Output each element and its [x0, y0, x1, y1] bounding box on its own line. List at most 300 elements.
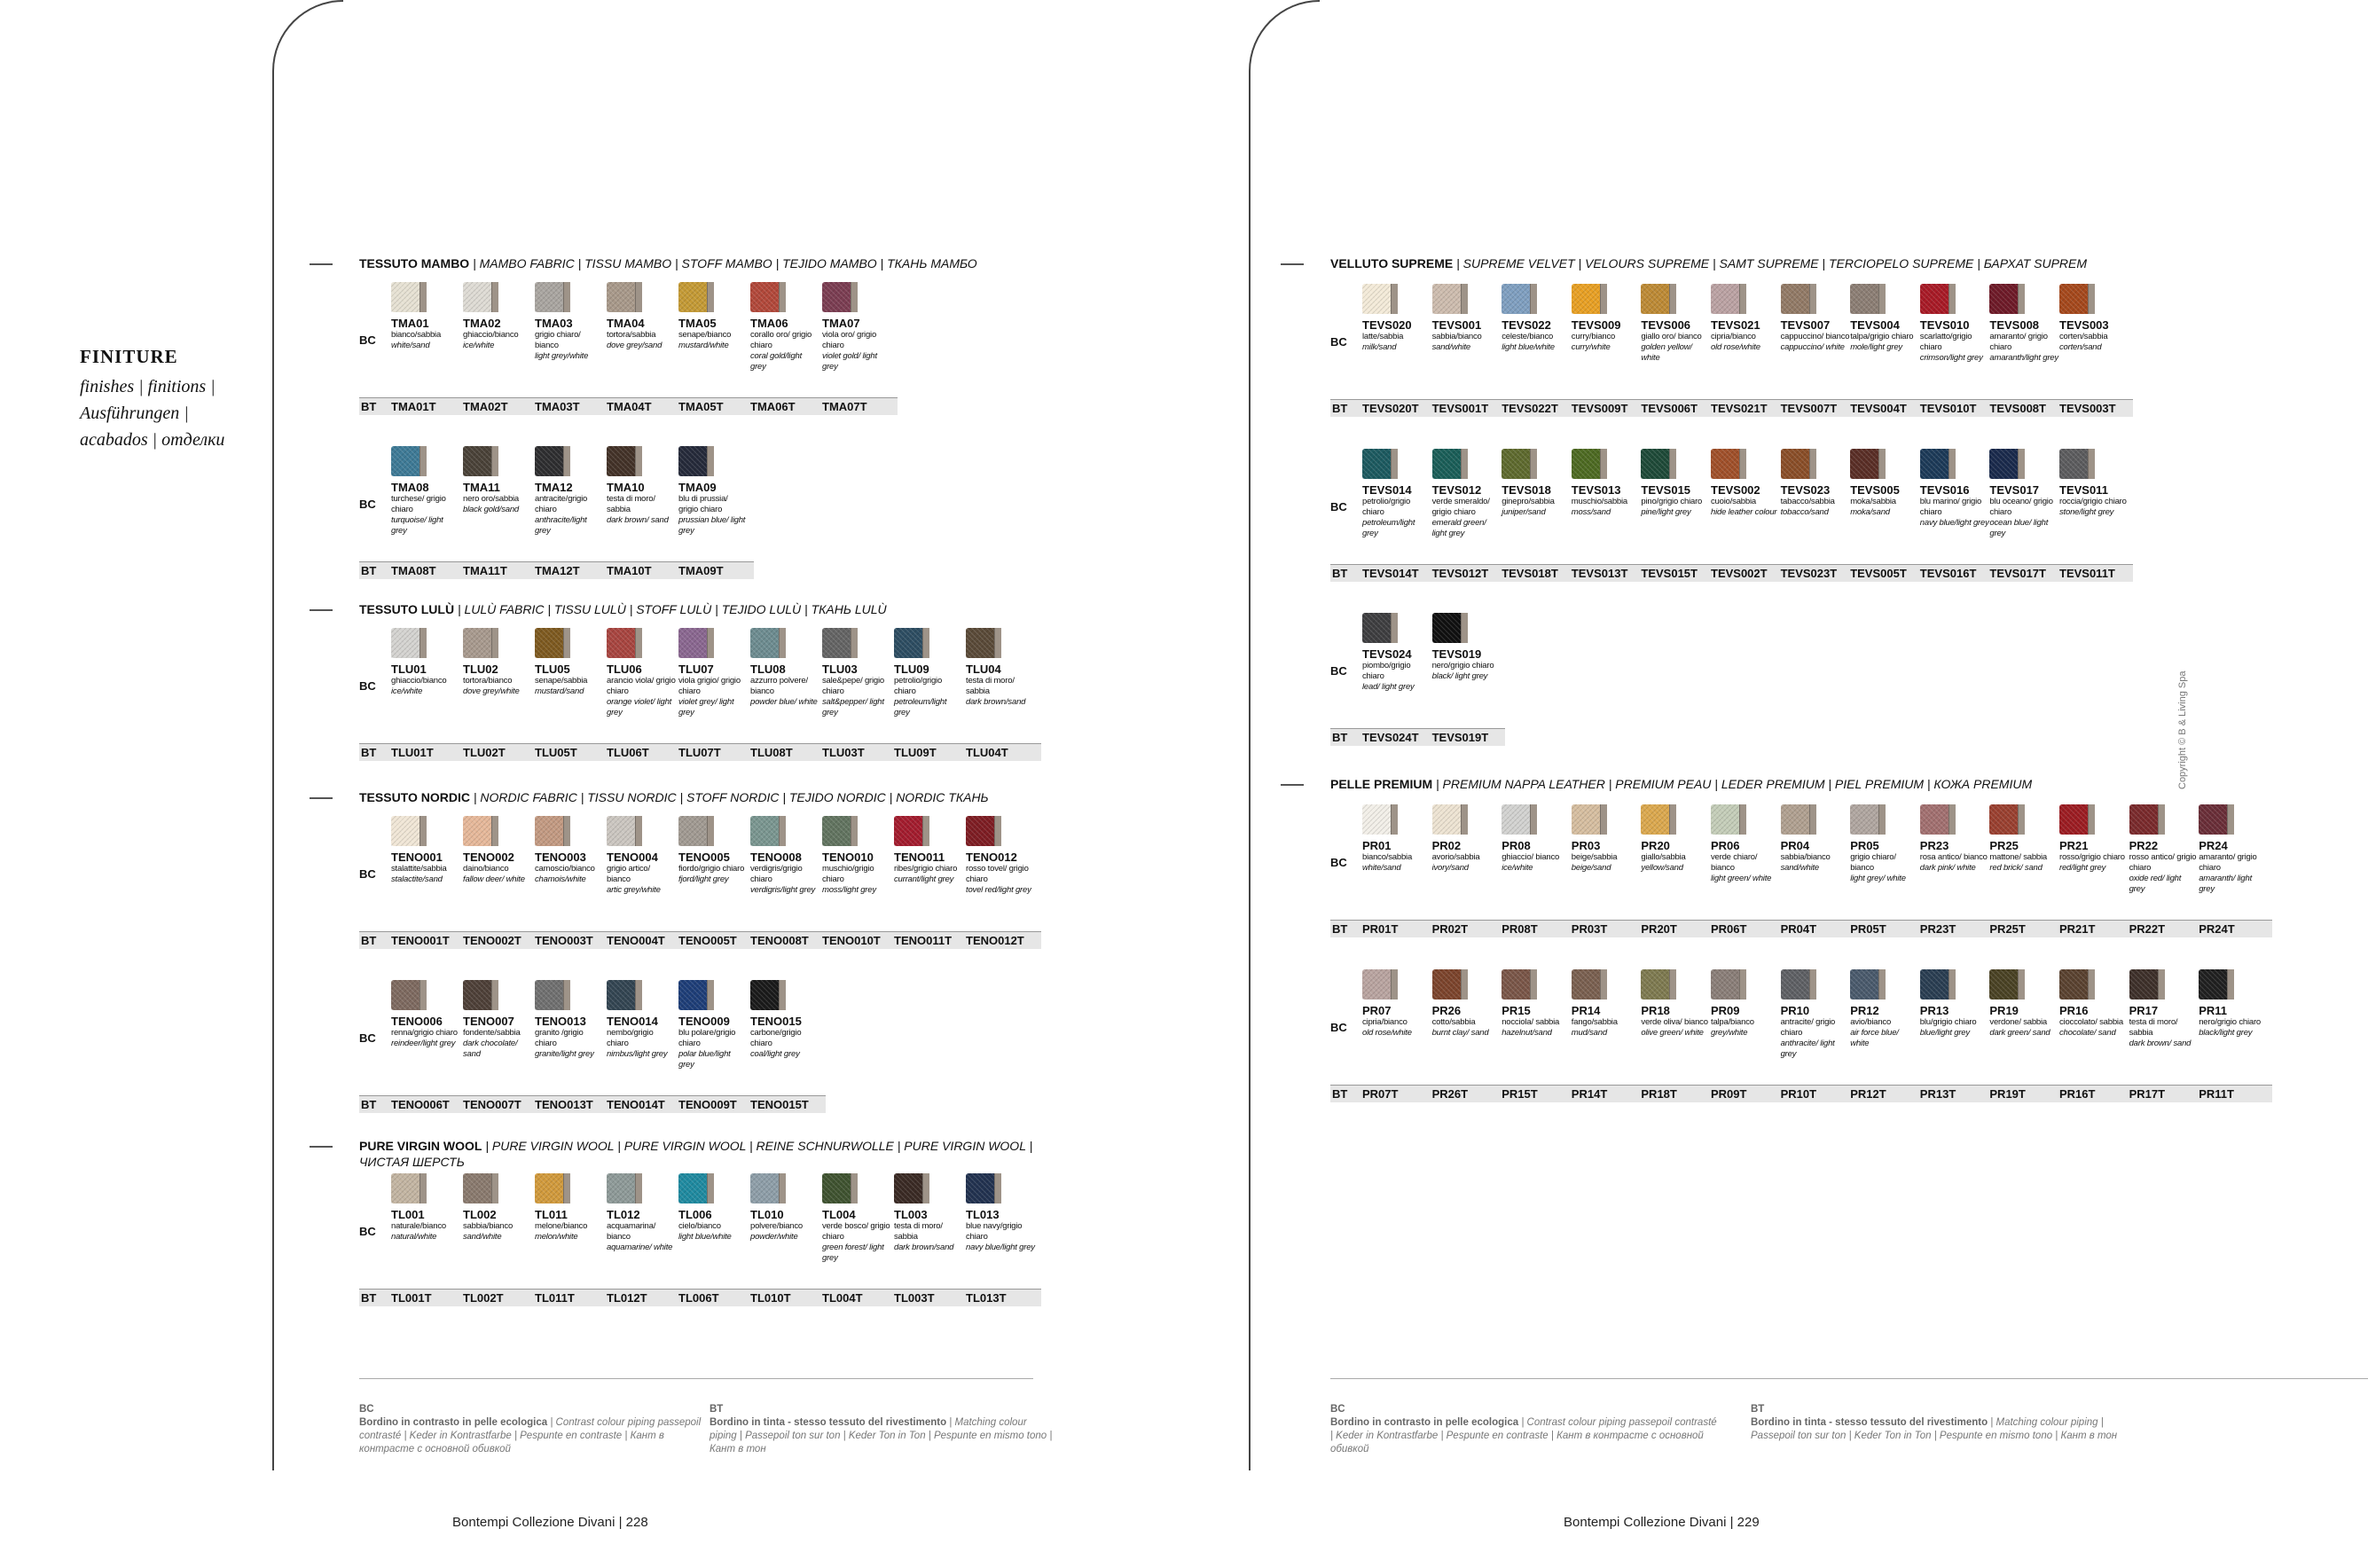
swatch-chip[interactable]: [1781, 969, 1816, 1000]
swatch-chip[interactable]: [678, 628, 714, 658]
swatch-name: [607, 676, 676, 718]
fabric-swatch[interactable]: [750, 1173, 819, 1243]
swatch-chip[interactable]: [2129, 969, 2165, 1000]
swatch-chip[interactable]: [1502, 449, 1537, 479]
bt-code: TL011T: [535, 1291, 575, 1305]
swatch-chip[interactable]: [1711, 449, 1746, 479]
swatch-chip[interactable]: [1850, 969, 1886, 1000]
swatch-name-it: talpa/bianco: [1711, 1017, 1754, 1027]
swatch-chip[interactable]: [822, 628, 858, 658]
fabric-swatch[interactable]: [607, 628, 676, 718]
swatch-code: TL006: [678, 1208, 712, 1221]
fabric-swatch[interactable]: [1362, 804, 1431, 874]
fabric-swatch[interactable]: [463, 628, 532, 697]
swatch-name-it: latte/sabbia: [1362, 332, 1404, 341]
swatch-chip[interactable]: [1920, 804, 1956, 835]
swatch-chip[interactable]: [1362, 449, 1398, 479]
swatch-name-en: powder/white: [750, 1232, 798, 1242]
fabric-swatch[interactable]: [607, 816, 676, 896]
fabric-swatch[interactable]: [1641, 284, 1710, 364]
fabric-swatch[interactable]: [1850, 969, 1919, 1049]
swatch-chip[interactable]: [1572, 804, 1607, 835]
fabric-swatch[interactable]: [1502, 284, 1571, 353]
swatch-chip[interactable]: [750, 816, 786, 846]
swatch-chip[interactable]: [1362, 969, 1398, 1000]
swatch-chip[interactable]: [1711, 284, 1746, 314]
swatch-name-it: cipria/bianco: [1711, 332, 1756, 341]
swatch-chip[interactable]: [2059, 804, 2095, 835]
fabric-swatch[interactable]: [966, 816, 1035, 896]
bt-code: PR14T: [1571, 1087, 1608, 1101]
fabric-swatch[interactable]: [966, 1173, 1035, 1253]
swatch-name-it: verde bosco/ grigio chiaro: [822, 1221, 890, 1242]
fabric-swatch[interactable]: [1711, 969, 1780, 1039]
swatch-chip[interactable]: [1641, 284, 1676, 314]
piping-strip: [1739, 804, 1746, 835]
swatch-chip[interactable]: [1989, 284, 2025, 314]
fabric-swatch[interactable]: [1432, 449, 1502, 539]
fabric-swatch[interactable]: [1920, 804, 1989, 874]
fabric-swatch[interactable]: [391, 628, 460, 697]
swatch-code: TENO011: [894, 851, 945, 864]
swatch-name: [1711, 497, 1780, 518]
fabric-swatch[interactable]: [1572, 284, 1641, 353]
swatch-chip[interactable]: [678, 1173, 714, 1203]
bt-code: TEVS008T: [1989, 402, 2046, 415]
swatch-chip[interactable]: [1502, 804, 1537, 835]
fabric-swatch[interactable]: [1641, 449, 1710, 518]
swatch-chip[interactable]: [1502, 969, 1537, 1000]
swatch-name: [1641, 332, 1710, 364]
bc-label: BC: [359, 498, 376, 511]
swatch-name: [822, 1221, 891, 1264]
swatch-chip[interactable]: [391, 1173, 427, 1203]
swatch-chip[interactable]: [535, 980, 570, 1010]
fabric-swatch[interactable]: [1989, 804, 2058, 874]
fabric-swatch[interactable]: [535, 816, 604, 885]
swatch-chip[interactable]: [2059, 969, 2095, 1000]
swatch-name-en: fjord/light grey: [678, 874, 729, 884]
swatch-chip[interactable]: [535, 282, 570, 312]
fabric-swatch[interactable]: [1781, 969, 1850, 1060]
swatch-chip[interactable]: [1502, 284, 1537, 314]
page-rule: [272, 87, 274, 1470]
fabric-swatch[interactable]: [750, 816, 819, 896]
swatch-chip[interactable]: [463, 980, 498, 1010]
swatch-name-it: grigio chiaro/ bianco: [535, 330, 581, 350]
swatch-chip[interactable]: [678, 282, 714, 312]
bt-code: PR01T: [1362, 922, 1399, 936]
swatch-chip[interactable]: [535, 446, 570, 476]
swatch-chip[interactable]: [894, 1173, 929, 1203]
swatch-code: TLU08: [750, 662, 786, 676]
fabric-swatch[interactable]: [463, 446, 532, 515]
swatch-chip[interactable]: [391, 282, 427, 312]
bt-code: TEVS016T: [1919, 567, 1977, 580]
swatch-code: TENO015: [750, 1015, 802, 1028]
fabric-swatch[interactable]: [535, 446, 604, 537]
swatch-name-it: pino/grigio chiaro: [1641, 497, 1703, 506]
swatch-chip[interactable]: [1781, 449, 1816, 479]
swatch-chip[interactable]: [1989, 449, 2025, 479]
piping-strip: [491, 1173, 498, 1203]
fabric-swatch[interactable]: [750, 628, 819, 708]
swatch-code: TEVS020: [1362, 318, 1412, 332]
swatch-chip[interactable]: [750, 980, 786, 1010]
swatch-chip[interactable]: [391, 446, 427, 476]
bt-code: TL010T: [750, 1291, 791, 1305]
swatch-code: TEVS009: [1571, 318, 1621, 332]
swatch-name-en: tovel red/light grey: [966, 885, 1031, 895]
swatch-chip[interactable]: [894, 816, 929, 846]
swatch-code: TEVS005: [1850, 483, 1900, 497]
note-bc: [359, 1403, 705, 1456]
piping-strip: [563, 816, 570, 846]
swatch-name-en: milk/sand: [1362, 342, 1397, 352]
bt-code: PR18T: [1641, 1087, 1677, 1101]
fabric-swatch[interactable]: [1989, 449, 2058, 539]
bt-code: TL003T: [894, 1291, 935, 1305]
piping-strip: [1461, 613, 1468, 643]
swatch-chip[interactable]: [1920, 969, 1956, 1000]
swatch-chip[interactable]: [2059, 284, 2095, 314]
swatch-chip[interactable]: [463, 1173, 498, 1203]
fabric-swatch[interactable]: [1641, 969, 1710, 1039]
piping-strip: [851, 282, 858, 312]
piping-strip: [1878, 284, 1886, 314]
swatch-name-en: dark pink/ white: [1919, 863, 1976, 873]
swatch-chip[interactable]: [391, 628, 427, 658]
swatch-code: PR09: [1711, 1004, 1740, 1017]
fabric-swatch[interactable]: [1502, 969, 1571, 1039]
swatch-name-en: ocean blue/ light grey: [1989, 518, 2049, 538]
swatch-code: TL012: [607, 1208, 640, 1221]
fabric-swatch[interactable]: [822, 282, 891, 372]
fabric-swatch[interactable]: [463, 980, 532, 1060]
fabric-swatch[interactable]: [1920, 284, 1989, 364]
swatch-chip[interactable]: [1572, 969, 1607, 1000]
swatch-name-it: muschio/grigio chiaro: [822, 864, 874, 884]
swatch-name: [750, 330, 819, 372]
piping-strip: [2158, 969, 2165, 1000]
swatch-chip[interactable]: [1920, 449, 1956, 479]
fabric-swatch[interactable]: [678, 282, 748, 351]
swatch-chip[interactable]: [607, 980, 642, 1010]
fabric-swatch[interactable]: [678, 980, 748, 1070]
swatch-chip[interactable]: [1989, 804, 2025, 835]
swatch-chip[interactable]: [1920, 284, 1956, 314]
swatch-code: PR24: [2199, 839, 2228, 852]
fabric-swatch[interactable]: [1572, 804, 1641, 874]
fabric-swatch[interactable]: [2059, 804, 2129, 874]
swatch-chip[interactable]: [1432, 284, 1468, 314]
swatch-chip[interactable]: [1711, 969, 1746, 1000]
fabric-swatch[interactable]: [678, 816, 748, 885]
swatch-name: [750, 864, 819, 896]
swatch-chip[interactable]: [750, 282, 786, 312]
swatch-chip[interactable]: [607, 1173, 642, 1203]
swatch-code: TEVS017: [1989, 483, 2040, 497]
fabric-swatch[interactable]: [1989, 969, 2058, 1039]
fabric-swatch[interactable]: [678, 1173, 748, 1243]
piping-strip: [994, 1173, 1001, 1203]
fabric-swatch[interactable]: [894, 816, 963, 885]
swatch-code: TEVS016: [1919, 483, 1970, 497]
swatch-name-en: amaranth/light grey: [1989, 353, 2058, 363]
fabric-swatch[interactable]: [1711, 284, 1780, 353]
fabric-swatch[interactable]: [607, 1173, 676, 1253]
piping-strip: [419, 980, 427, 1010]
swatch-chip[interactable]: [1641, 804, 1676, 835]
fabric-swatch[interactable]: [1920, 449, 1989, 529]
swatch-name-en: cappuccino/ white: [1780, 342, 1845, 352]
fabric-swatch[interactable]: [463, 816, 532, 885]
swatch-chip[interactable]: [1711, 804, 1746, 835]
swatch-chip[interactable]: [1362, 284, 1398, 314]
swatch-chip[interactable]: [463, 282, 498, 312]
fabric-swatch[interactable]: [1572, 449, 1641, 518]
fabric-swatch[interactable]: [607, 446, 676, 526]
piping-strip: [1809, 804, 1816, 835]
piping-strip: [779, 282, 786, 312]
swatch-name-en: stalactite/sand: [391, 874, 443, 884]
swatch-chip[interactable]: [535, 628, 570, 658]
swatch-code: TLU09: [894, 662, 929, 676]
swatch-name-it: senape/sabbia: [535, 676, 588, 686]
fabric-swatch[interactable]: [1781, 284, 1850, 353]
swatch-chip[interactable]: [966, 628, 1001, 658]
swatch-chip[interactable]: [463, 628, 498, 658]
swatch-name-en: moss/sand: [1571, 507, 1611, 517]
fabric-swatch[interactable]: [1362, 969, 1431, 1039]
swatch-code: TEVS015: [1641, 483, 1691, 497]
note-head: BT: [710, 1404, 724, 1415]
fabric-swatch[interactable]: [391, 446, 460, 537]
swatch-chip[interactable]: [391, 816, 427, 846]
swatch-chip[interactable]: [822, 1173, 858, 1203]
fabric-swatch[interactable]: [1572, 969, 1641, 1039]
swatch-chip[interactable]: [1432, 449, 1468, 479]
fabric-swatch[interactable]: [822, 1173, 891, 1264]
swatch-chip[interactable]: [607, 446, 642, 476]
swatch-name-it: scarlatto/grigio chiaro: [1919, 332, 1972, 352]
swatch-name-en: old rose/white: [1711, 342, 1760, 352]
fabric-swatch[interactable]: [1781, 804, 1850, 874]
bt-row: [1330, 920, 2272, 937]
fabric-swatch[interactable]: [2199, 969, 2268, 1039]
swatch-chip[interactable]: [2129, 804, 2165, 835]
swatch-code: TENO009: [678, 1015, 730, 1028]
bt-code: TEVS007T: [1780, 402, 1838, 415]
swatch-chip[interactable]: [1850, 804, 1886, 835]
piping-strip: [1878, 449, 1886, 479]
fabric-swatch[interactable]: [966, 628, 1035, 708]
swatch-code: TENO001: [391, 851, 443, 864]
fabric-swatch[interactable]: [391, 816, 460, 885]
swatch-name-en: dark brown/sand: [966, 697, 1026, 707]
swatch-name-it: tortora/bianco: [463, 676, 513, 686]
swatch-name-it: nero/grigio chiaro: [2199, 1017, 2261, 1027]
swatch-chip[interactable]: [2199, 804, 2234, 835]
fabric-swatch[interactable]: [1362, 613, 1431, 693]
piping-strip: [1669, 284, 1676, 314]
fabric-swatch[interactable]: [678, 628, 748, 718]
piping-strip: [1949, 284, 1956, 314]
fabric-swatch[interactable]: [535, 628, 604, 697]
swatch-code: TENO006: [391, 1015, 443, 1028]
fabric-swatch[interactable]: [822, 628, 891, 718]
swatch-chip[interactable]: [678, 816, 714, 846]
swatch-chip[interactable]: [2199, 969, 2234, 1000]
swatch-chip[interactable]: [1362, 804, 1398, 835]
bt-label: BT: [361, 1098, 377, 1111]
fabric-swatch[interactable]: [750, 980, 819, 1060]
bt-row: [1330, 564, 2133, 582]
bt-code: TENO005T: [678, 934, 737, 947]
piping-strip: [779, 816, 786, 846]
swatch-chip[interactable]: [1989, 969, 2025, 1000]
fabric-swatch[interactable]: [1850, 804, 1919, 884]
swatch-chip[interactable]: [822, 816, 858, 846]
swatch-name-it: blu oceano/ grigio chiaro: [1989, 497, 2053, 517]
swatch-code: PR19: [1989, 1004, 2019, 1017]
swatch-code: TMA04: [607, 317, 645, 330]
fabric-swatch[interactable]: [1989, 284, 2058, 364]
swatch-code: TMA10: [607, 481, 645, 494]
fabric-swatch[interactable]: [1432, 284, 1502, 353]
fabric-swatch[interactable]: [894, 1173, 963, 1253]
fabric-swatch[interactable]: [391, 282, 460, 351]
swatch-name-it: cioccolato/ sabbia: [2059, 1017, 2123, 1027]
fabric-swatch[interactable]: [2059, 449, 2129, 518]
fabric-swatch[interactable]: [535, 1173, 604, 1243]
fabric-swatch[interactable]: [2059, 284, 2129, 353]
swatch-chip[interactable]: [1781, 284, 1816, 314]
swatch-code: PR12: [1850, 1004, 1879, 1017]
swatch-chip[interactable]: [535, 1173, 570, 1203]
swatch-chip[interactable]: [1362, 613, 1398, 643]
fabric-swatch[interactable]: [1920, 969, 1989, 1039]
fabric-swatch[interactable]: [1502, 449, 1571, 518]
fabric-swatch[interactable]: [1502, 804, 1571, 874]
piping-strip: [419, 1173, 427, 1203]
swatch-chip[interactable]: [966, 816, 1001, 846]
swatch-name: [1362, 332, 1431, 353]
swatch-name: [463, 864, 532, 885]
fabric-swatch[interactable]: [822, 816, 891, 896]
swatch-chip[interactable]: [966, 1173, 1001, 1203]
swatch-chip[interactable]: [607, 816, 642, 846]
swatch-chip[interactable]: [678, 980, 714, 1010]
swatch-chip[interactable]: [1641, 449, 1676, 479]
fabric-swatch[interactable]: [463, 282, 532, 351]
fabric-swatch[interactable]: [607, 282, 676, 351]
swatch-code: TMA03: [535, 317, 573, 330]
fabric-swatch[interactable]: [1432, 804, 1502, 874]
fabric-swatch[interactable]: [1850, 449, 1919, 518]
swatch-name-en: curry/white: [1571, 342, 1611, 352]
swatch-chip[interactable]: [1432, 804, 1468, 835]
swatch-name: [391, 494, 460, 537]
fabric-swatch[interactable]: [2199, 804, 2268, 895]
swatch-chip[interactable]: [1432, 613, 1468, 643]
swatch-name-en: verdigris/light grey: [750, 885, 816, 895]
swatch-name: [1781, 497, 1850, 518]
swatch-code: PR04: [1780, 839, 1810, 852]
fabric-swatch[interactable]: [750, 282, 819, 372]
swatch-chip[interactable]: [463, 446, 498, 476]
swatch-chip[interactable]: [535, 816, 570, 846]
swatch-chip[interactable]: [1432, 969, 1468, 1000]
fabric-swatch[interactable]: [391, 980, 460, 1049]
fabric-swatch[interactable]: [1362, 449, 1431, 539]
swatch-chip[interactable]: [750, 1173, 786, 1203]
fabric-swatch[interactable]: [1432, 613, 1502, 682]
swatch-chip[interactable]: [607, 282, 642, 312]
fabric-swatch[interactable]: [1711, 449, 1780, 518]
swatch-code: PR14: [1571, 1004, 1601, 1017]
swatch-name-it: ghiaccio/ bianco: [1502, 852, 1560, 862]
fabric-swatch[interactable]: [1711, 804, 1780, 884]
fabric-swatch[interactable]: [607, 980, 676, 1060]
swatch-name-en: dark brown/sand: [894, 1243, 954, 1252]
fabric-swatch[interactable]: [1781, 449, 1850, 518]
swatch-name: [2199, 852, 2268, 895]
swatch-chip[interactable]: [1850, 284, 1886, 314]
swatch-chip[interactable]: [1572, 284, 1607, 314]
swatch-chip[interactable]: [1572, 449, 1607, 479]
swatch-chip[interactable]: [607, 628, 642, 658]
fabric-swatch[interactable]: [2129, 969, 2199, 1049]
swatch-name: [2129, 1017, 2199, 1049]
swatch-chip[interactable]: [678, 446, 714, 476]
bt-code: PR04T: [1780, 922, 1817, 936]
swatch-chip[interactable]: [463, 816, 498, 846]
swatch-chip[interactable]: [1781, 804, 1816, 835]
fabric-swatch[interactable]: [1432, 969, 1502, 1039]
fabric-swatch[interactable]: [894, 628, 963, 718]
fabric-swatch[interactable]: [535, 980, 604, 1060]
fabric-swatch[interactable]: [678, 446, 748, 537]
swatch-name-en: old rose/white: [1362, 1028, 1412, 1038]
fabric-swatch[interactable]: [463, 1173, 532, 1243]
fabric-swatch[interactable]: [1641, 804, 1710, 874]
swatch-name-it: grigio artico/ bianco: [607, 864, 650, 884]
swatch-chip[interactable]: [894, 628, 929, 658]
swatch-chip[interactable]: [391, 980, 427, 1010]
bt-code: TMA05T: [678, 400, 724, 413]
bt-code: TEVS018T: [1502, 567, 1558, 580]
fabric-swatch[interactable]: [1362, 284, 1431, 353]
fabric-swatch[interactable]: [391, 1173, 460, 1243]
piping-strip: [2018, 284, 2025, 314]
swatch-chip[interactable]: [750, 628, 786, 658]
fabric-swatch[interactable]: [1850, 284, 1919, 353]
swatch-chip[interactable]: [822, 282, 858, 312]
fabric-swatch[interactable]: [2059, 969, 2129, 1039]
swatch-code: TEVS019: [1431, 647, 1482, 661]
bc-label: BC: [1330, 335, 1347, 349]
swatch-name: [678, 494, 748, 537]
fabric-swatch[interactable]: [2129, 804, 2199, 895]
swatch-chip[interactable]: [1850, 449, 1886, 479]
swatch-name-en: air force blue/ white: [1850, 1028, 1899, 1048]
bt-code: TMA07T: [822, 400, 867, 413]
swatch-chip[interactable]: [2059, 449, 2095, 479]
swatch-chip[interactable]: [1641, 969, 1676, 1000]
fabric-swatch[interactable]: [535, 282, 604, 362]
swatch-code: TEVS010: [1919, 318, 1970, 332]
